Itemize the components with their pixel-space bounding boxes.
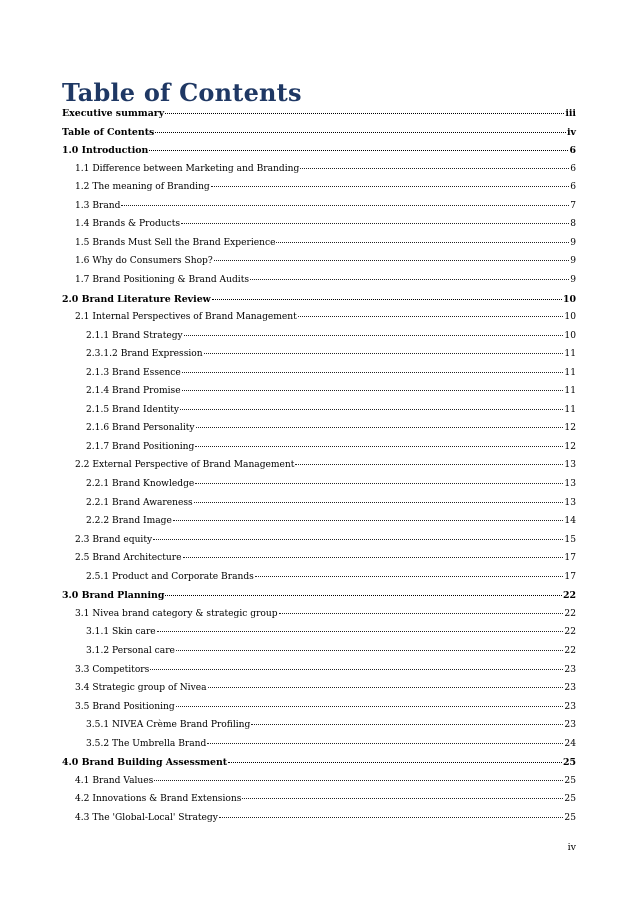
toc-entry-page: 11 [564, 349, 576, 360]
dot-leader [121, 205, 569, 206]
toc-entry-page: 9 [570, 237, 576, 248]
toc-entry[interactable] [86, 720, 576, 736]
dot-leader [180, 409, 563, 410]
toc-entry[interactable] [75, 275, 576, 291]
toc-entry-page: 7 [570, 200, 576, 211]
toc-entry-label: 2.1 Internal Perspectives of Brand Management [75, 312, 297, 323]
dot-leader [157, 631, 564, 632]
dot-leader [251, 724, 563, 725]
toc-entry[interactable] [86, 331, 576, 347]
dot-leader [195, 483, 563, 484]
toc-entry[interactable] [86, 405, 576, 421]
toc-entry-page: 6 [570, 163, 576, 174]
dot-leader [183, 557, 564, 558]
toc-entry[interactable] [86, 442, 576, 458]
dot-leader [295, 464, 563, 465]
dot-leader [176, 706, 564, 707]
toc-entry[interactable] [62, 590, 576, 606]
page-number: iv [567, 842, 576, 853]
toc-entry[interactable] [86, 386, 576, 402]
toc-entry-label: 1.2 The meaning of Branding [75, 182, 210, 193]
toc-entry-page: 13 [564, 460, 576, 471]
dot-leader [298, 316, 564, 317]
toc-entry[interactable] [86, 368, 576, 384]
toc-entry-page: 10 [564, 330, 576, 341]
toc-entry[interactable] [75, 665, 576, 681]
toc-entry[interactable] [62, 294, 576, 310]
toc-entry-label: 1.7 Brand Positioning & Brand Audits [75, 274, 250, 285]
dot-leader [173, 520, 564, 521]
toc-entry-page: 13 [564, 479, 576, 489]
toc-entry[interactable] [75, 776, 576, 792]
toc-entry[interactable] [75, 702, 576, 718]
toc-entry-label: Table of Contents [62, 126, 155, 138]
toc-entry-page: iii [565, 108, 576, 119]
toc-entry-label: 3.1.2 Personal care [86, 645, 175, 656]
toc-entry-label: 3.5.2 The Umbrella Brand [86, 738, 207, 749]
dot-leader [165, 595, 562, 596]
dot-leader [154, 780, 563, 781]
toc-entry[interactable] [86, 627, 576, 643]
toc-entry-label: 1.6 Why do Consumers Shop? [75, 256, 213, 267]
toc-entry-page: 15 [564, 534, 576, 545]
toc-entry-page: 23 [564, 683, 576, 694]
toc-entry-label: 4.3 The 'Global-Local' Strategy [75, 812, 218, 823]
dot-leader [153, 539, 563, 540]
dot-leader [149, 150, 568, 151]
toc-entry[interactable] [86, 572, 576, 588]
toc-entry-page: 8 [570, 219, 576, 230]
toc-entry-label: 2.1.1 Brand Strategy [86, 330, 183, 341]
toc-entry-page: 25 [562, 757, 576, 769]
dot-leader [204, 353, 564, 354]
toc-entry[interactable] [75, 238, 576, 254]
toc-entry-page: 12 [564, 441, 576, 452]
toc-entry[interactable] [75, 182, 576, 198]
toc-entry[interactable] [75, 256, 576, 272]
toc-entry-label: 2.0 Brand Literature Review [62, 293, 211, 305]
dot-leader [207, 743, 563, 744]
toc-entry-label: 2.5 Brand Architecture [75, 553, 182, 564]
toc-entry-label: 4.0 Brand Building Assessment [62, 757, 228, 769]
toc-entry[interactable] [75, 460, 576, 476]
toc-entry-label: 1.3 Brand [75, 200, 121, 211]
toc-entry-page: 22 [564, 608, 576, 619]
dot-leader [214, 260, 569, 261]
dot-leader [228, 762, 562, 763]
toc-entry[interactable] [86, 739, 576, 755]
dot-leader [211, 186, 569, 187]
toc-entry-page: 11 [564, 404, 576, 415]
dot-leader [250, 279, 569, 280]
dot-leader [255, 576, 564, 577]
dot-leader [176, 650, 563, 651]
dot-leader [219, 817, 564, 818]
toc-entry[interactable] [75, 609, 576, 625]
toc-entry-label: 2.2.2 Brand Image [86, 516, 172, 527]
toc-entry-page: 24 [564, 738, 576, 749]
dot-leader [182, 372, 564, 373]
toc-entry-page: 25 [564, 812, 576, 823]
toc-entry[interactable] [75, 201, 576, 217]
toc-entry[interactable] [75, 164, 576, 180]
toc-entry[interactable] [75, 312, 576, 328]
toc-entry-page: 14 [564, 516, 576, 527]
toc-entry[interactable] [86, 423, 576, 439]
toc-entry[interactable] [86, 479, 576, 495]
toc-entry-page: 11 [564, 367, 576, 378]
toc-entry[interactable] [62, 145, 576, 161]
toc-entry[interactable] [75, 813, 576, 829]
toc-entry-label: 2.2.1 Brand Awareness [86, 497, 193, 508]
toc-entry-page: 22 [562, 590, 576, 602]
toc-entry-label: 3.1.1 Skin care [86, 627, 156, 638]
toc-entry-label: 1.4 Brands & Products [75, 219, 181, 230]
dot-leader [181, 223, 569, 224]
toc-entry-label: 3.5.1 NIVEA Crème Brand Profiling [86, 720, 251, 731]
toc-entry-page: iv [566, 126, 576, 138]
toc-entry-page: 22 [564, 645, 576, 656]
toc-entry-page: 25 [564, 794, 576, 805]
toc-entry[interactable] [75, 794, 576, 810]
toc-entry[interactable] [86, 646, 576, 662]
toc-entry-label: 3.4 Strategic group of Nivea [75, 683, 207, 694]
dot-leader [242, 798, 563, 799]
toc-entry[interactable] [86, 498, 576, 514]
toc-entry-label: 1.1 Difference between Marketing and Branding [75, 163, 300, 174]
toc-entry[interactable] [62, 108, 576, 124]
dot-leader [150, 669, 563, 670]
toc-entry-label: 2.1.4 Brand Promise [86, 386, 181, 397]
toc-entry-label: 3.0 Brand Planning [62, 590, 165, 602]
toc-entry-label: 3.1 Nivea brand category & strategic group [75, 608, 278, 619]
dot-leader [165, 113, 564, 114]
toc-entry-page: 13 [564, 497, 576, 508]
dot-leader [195, 446, 563, 447]
toc-entry[interactable] [86, 349, 576, 365]
dot-leader [194, 502, 564, 503]
page-title: Table of Contents [62, 78, 302, 107]
toc-entry-page: 17 [564, 571, 576, 582]
toc-entry-label: 1.5 Brands Must Sell the Brand Experience [75, 237, 276, 248]
toc-entry-label: 1.0 Introduction [62, 145, 149, 157]
toc-entry-label: 2.1.5 Brand Identity [86, 404, 180, 415]
dot-leader [212, 299, 562, 300]
toc-entry-label: 2.3 Brand equity [75, 534, 153, 545]
toc-entry[interactable] [75, 219, 576, 235]
toc-entry-page: 23 [564, 720, 576, 731]
toc-entry-label: 2.1.3 Brand Essence [86, 367, 181, 378]
toc-entry[interactable] [62, 127, 576, 143]
toc-entry[interactable] [75, 683, 576, 699]
toc-entry-page: 11 [564, 386, 576, 397]
toc-entry[interactable] [86, 516, 576, 532]
toc-entry-label: 3.3 Competitors [75, 664, 150, 675]
toc-entry-label: 3.5 Brand Positioning [75, 701, 175, 712]
toc-entry-label: 2.2 External Perspective of Brand Management [75, 460, 295, 471]
toc-entry-page: 9 [570, 256, 576, 267]
toc-entry-page: 22 [564, 627, 576, 638]
toc-entry-page: 17 [564, 553, 576, 564]
toc-entry-page: 10 [564, 312, 576, 323]
dot-leader [300, 168, 569, 169]
toc-entry-label: 4.1 Brand Values [75, 775, 154, 786]
toc-entry[interactable] [75, 535, 576, 551]
dot-leader [184, 335, 564, 336]
toc-entry-label: 2.3.1.2 Brand Expression [86, 349, 203, 360]
toc-entry[interactable] [75, 553, 576, 569]
dot-leader [208, 687, 564, 688]
toc-entry[interactable] [62, 757, 576, 773]
toc-entry-page: 6 [570, 182, 576, 193]
toc-entry-label: 4.2 Innovations & Brand Extensions [75, 794, 242, 805]
toc-entry-page: 25 [564, 775, 576, 786]
toc-entry-label: 2.2.1 Brand Knowledge [86, 479, 195, 489]
toc-entry-page: 10 [562, 293, 576, 305]
toc-entry-page: 23 [564, 701, 576, 712]
toc-entry-label: 2.5.1 Product and Corporate Brands [86, 571, 254, 582]
toc-entry-label: 2.1.7 Brand Positioning [86, 441, 195, 452]
dot-leader [196, 427, 564, 428]
toc-entry-page: 9 [570, 274, 576, 285]
dot-leader [182, 390, 564, 391]
toc-entry-page: 23 [564, 664, 576, 675]
toc-entry-page: 6 [569, 145, 576, 157]
dot-leader [155, 132, 566, 133]
dot-leader [276, 242, 569, 243]
toc-entry-label: 2.1.6 Brand Personality [86, 423, 195, 434]
toc-entry-page: 12 [564, 423, 576, 434]
toc-entry-label: Executive summary [62, 108, 165, 119]
dot-leader [279, 613, 564, 614]
